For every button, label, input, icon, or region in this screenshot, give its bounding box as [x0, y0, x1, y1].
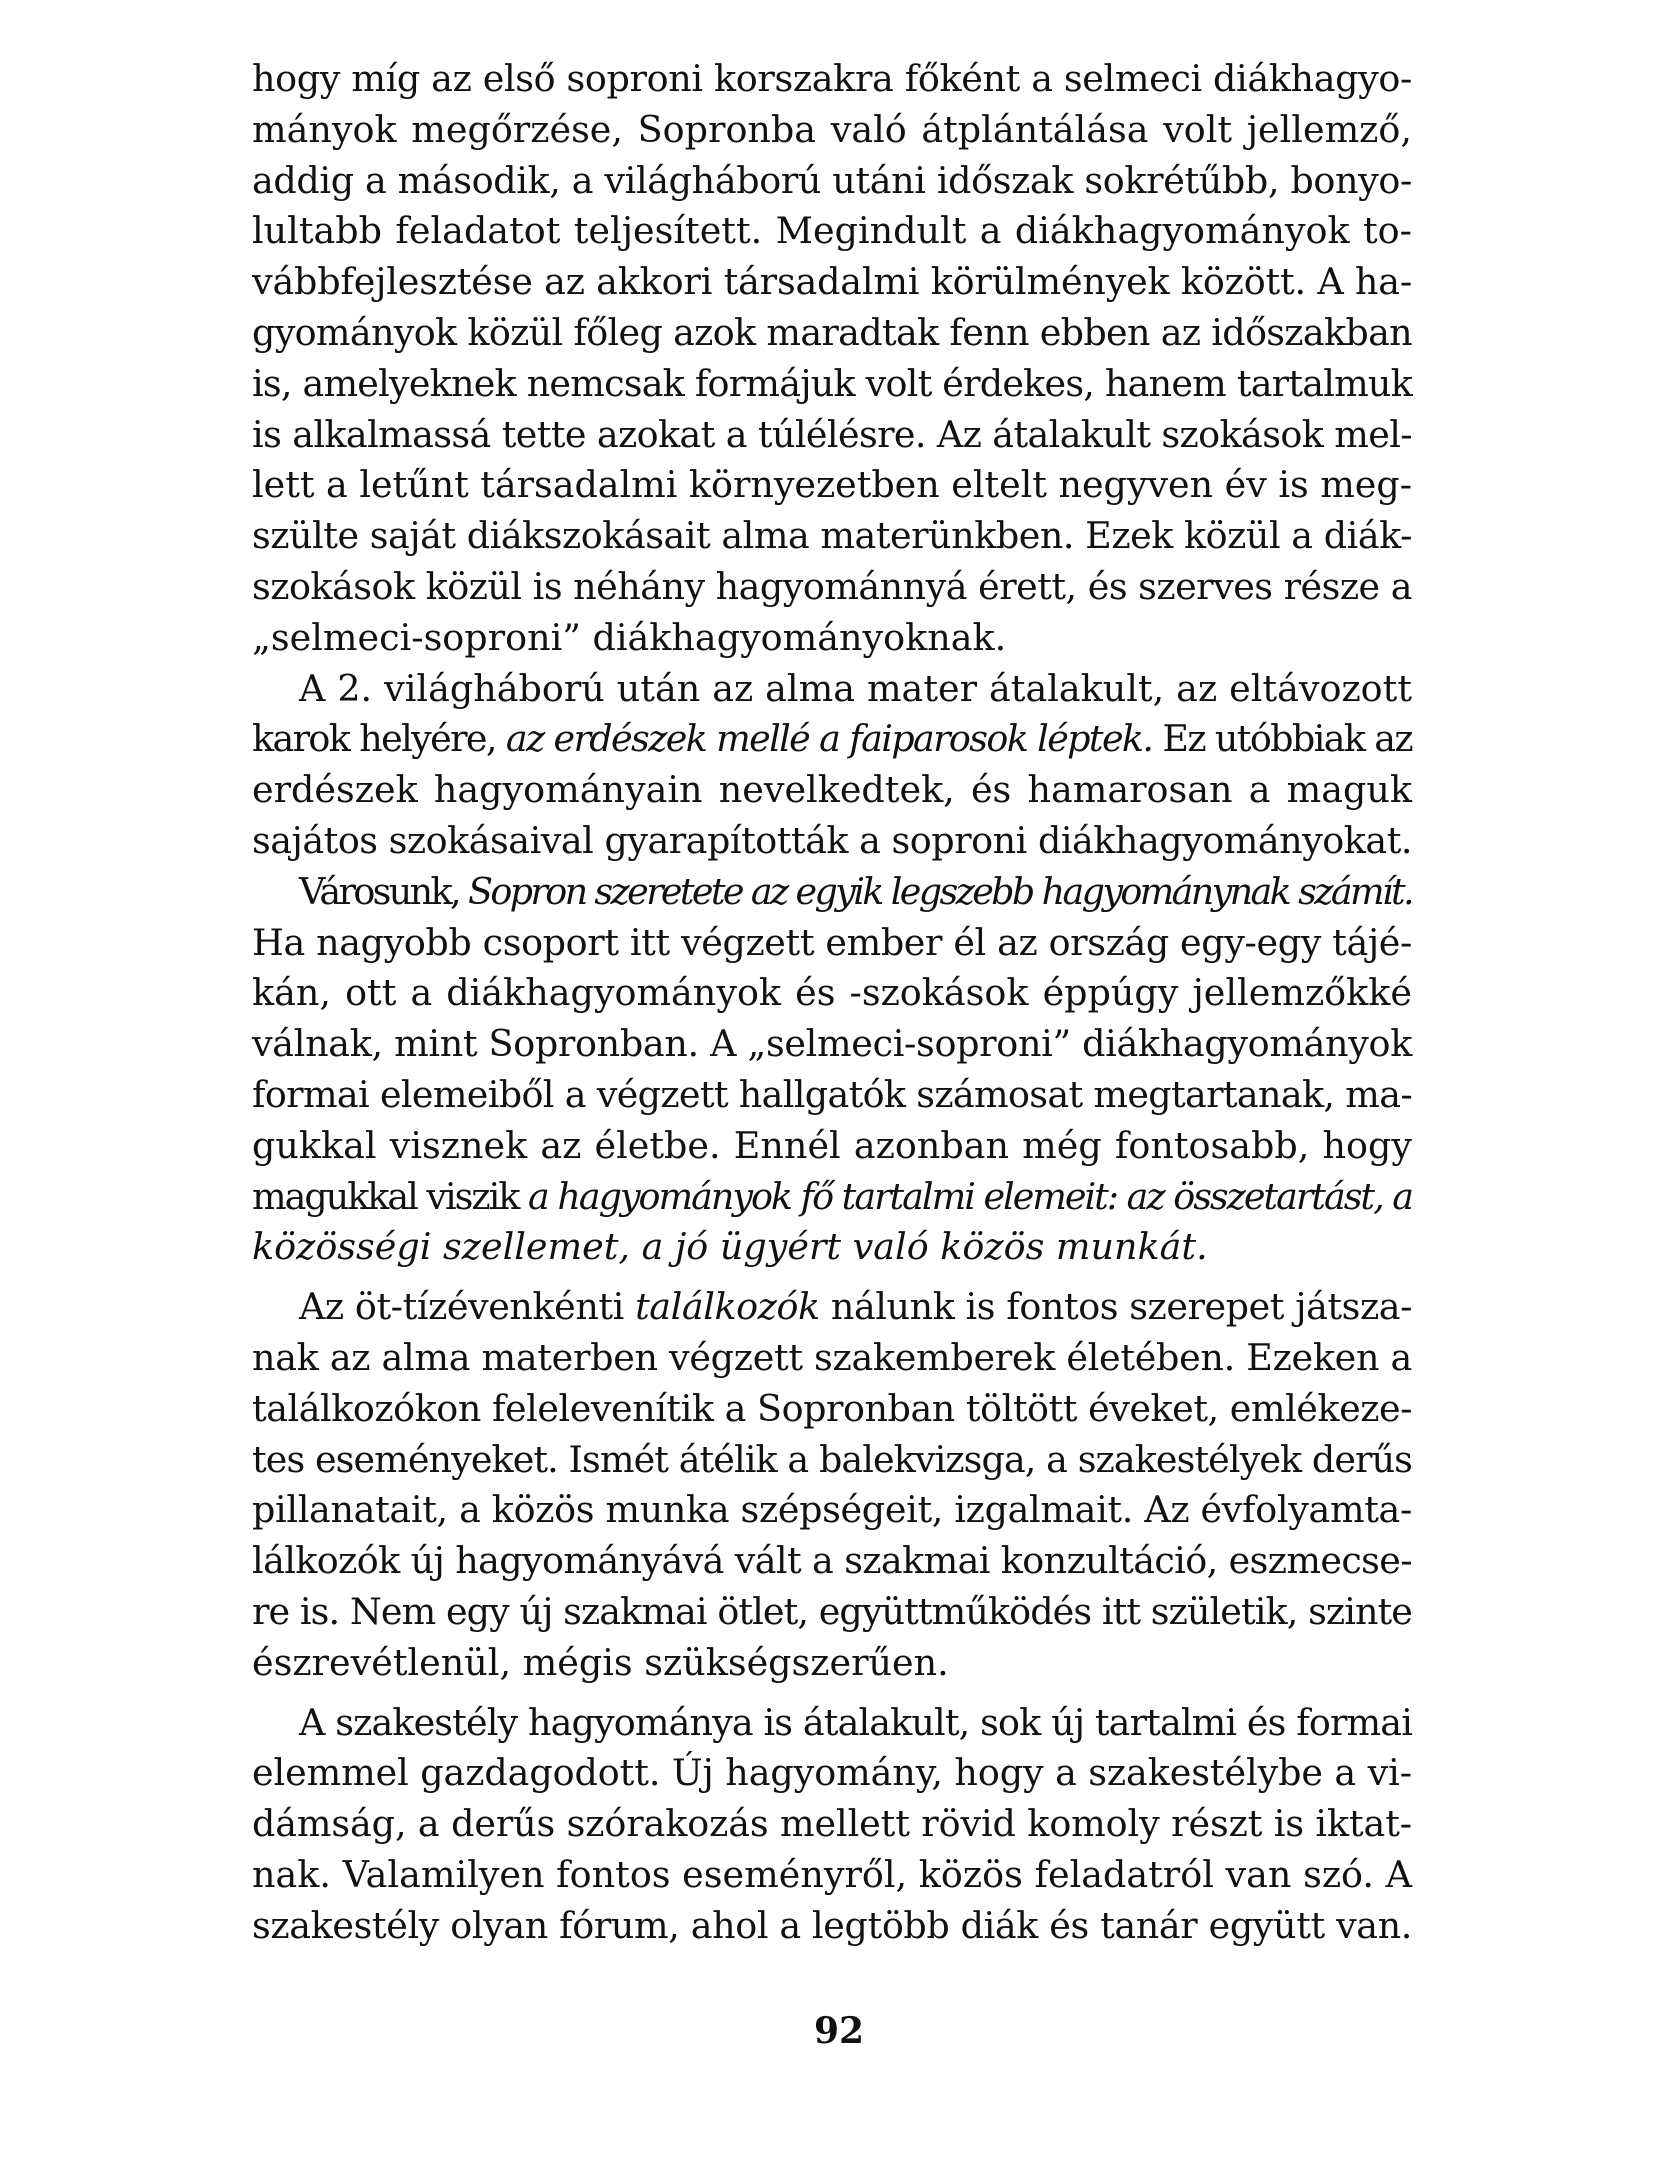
- text-line: mányok megőrzése, Sopronba való átplántálása volt jellemző,: [252, 107, 1412, 151]
- text-line: lett a letűnt társadalmi környezetben eltelt negyven év is meg-: [252, 463, 1412, 507]
- text-line: tes eseményeket. Ismét átélik a balekvizsga, a szakestélyek derűs: [252, 1437, 1413, 1481]
- text-line: kán, ott a diákhagyományok és -szokások éppúgy jellemzőkké: [252, 971, 1412, 1015]
- text-run: Városunk,: [299, 869, 468, 913]
- paragraph-2: [252, 664, 1412, 867]
- text-line: Ha nagyobb csoport itt végzett ember él az ország egy-egy tájé-: [252, 920, 1412, 964]
- text-line: szakestély olyan fórum, ahol a legtöbb diák és tanár együtt van.: [252, 1903, 1412, 1947]
- text-line: válnak, mint Sopronban. A „selmeci-soproni” diákhagyományok: [252, 1022, 1412, 1066]
- text-run: Ez utóbbiak az: [1152, 717, 1413, 761]
- text-run: karok helyére,: [252, 717, 506, 761]
- text-line: szokások közül is néhány hagyománnyá érett, és szerves része a: [252, 564, 1412, 608]
- paragraph-4: [252, 1282, 1412, 1688]
- text-line: „selmeci-soproni” diákhagyományoknak.: [252, 615, 1007, 659]
- italic-emphasis: az erdészek mellé a faiparosok léptek.: [505, 717, 1153, 761]
- italic-emphasis: Sopron szeretete az egyik legszebb hagyománynak számít.: [467, 869, 1412, 913]
- text-line: lultabb feladatot teljesített. Megindult a diákhagyományok to-: [252, 209, 1412, 253]
- text-line: elemmel gazdagodott. Új hagyomány, hogy a szakestélybe a vi-: [252, 1751, 1412, 1795]
- text-run: magukkal viszik: [252, 1174, 528, 1218]
- paragraph-3: [252, 867, 1412, 1273]
- text-line: dámság, a derűs szórakozás mellett rövid komoly részt is iktat-: [252, 1802, 1412, 1846]
- text-line: formai elemeiből a végzett hallgatók számosat megtartanak, ma-: [252, 1072, 1412, 1116]
- text-line: szülte saját diákszokásait alma materünkben. Ezek közül a diák-: [252, 514, 1412, 558]
- text-line: A 2. világháború után az alma mater átalakult, az eltávozott: [299, 666, 1412, 710]
- text-line: [252, 867, 1412, 918]
- text-line: gukkal visznek az életbe. Ennél azonban még fontosabb, hogy: [252, 1123, 1412, 1167]
- text-line: nak az alma materben végzett szakemberek életében. Ezeken a: [252, 1335, 1412, 1379]
- text-line: [252, 1172, 1412, 1223]
- text-line: erdészek hagyományain nevelkedtek, és hamarosan a maguk: [252, 768, 1412, 812]
- text-line: is, amelyeknek nemcsak formájuk volt érdekes, hanem tartalmuk: [252, 361, 1412, 405]
- text-line: észrevétlenül, mégis szükségszerűen.: [252, 1640, 949, 1684]
- text-run: nálunk is fontos szerepet játsza-: [819, 1285, 1412, 1329]
- paragraph-spacer: [252, 1689, 1412, 1698]
- italic-emphasis: a hagyományok fő tartalmi elemeit: az összetartást, a: [528, 1174, 1413, 1218]
- page-number: 92: [813, 2010, 865, 2052]
- text-line: A szakestély hagyománya is átalakult, sok új tartalmi és formai: [299, 1700, 1412, 1744]
- paragraph-spacer: [252, 1273, 1412, 1282]
- text-line: közösségi szellemet, a jó ügyért való közös munkát.: [252, 1225, 1208, 1269]
- text-run: Az öt-tízévenkénti: [299, 1285, 636, 1329]
- text-line: lálkozók új hagyományává vált a szakmai konzultáció, eszmecse-: [252, 1539, 1412, 1583]
- paragraph-5: [252, 1698, 1412, 1952]
- italic-emphasis: találkozók: [635, 1285, 820, 1329]
- text-line: gyományok közül főleg azok maradtak fenn ebben az időszakban: [252, 310, 1412, 354]
- text-line: hogy míg az első soproni korszakra főként a selmeci diákhagyo-: [252, 57, 1412, 100]
- text-line: nak. Valamilyen fontos eseményről, közös feladatról van szó. A: [252, 1852, 1412, 1896]
- text-line: [252, 1282, 1412, 1333]
- paragraph-1: [252, 54, 1412, 664]
- page-body: [252, 54, 1412, 1951]
- text-line: re is. Nem egy új szakmai ötlet, együttműködés itt születik, szinte: [252, 1589, 1412, 1633]
- text-line: pillanatait, a közös munka szépségeit, izgalmait. Az évfolyamta-: [252, 1488, 1412, 1532]
- text-line: addig a második, a világháború utáni időszak sokrétűbb, bonyo-: [252, 158, 1412, 202]
- text-line: [252, 714, 1412, 765]
- text-line: találkozókon felelevenítik a Sopronban töltött éveket, emlékeze-: [252, 1386, 1412, 1430]
- text-line: is alkalmassá tette azokat a túlélésre. Az átalakult szokások mel-: [252, 412, 1412, 456]
- text-line: vábbfejlesztése az akkori társadalmi körülmények között. A ha-: [252, 260, 1412, 304]
- text-line: sajátos szokásaival gyarapították a soproni diákhagyományokat.: [252, 818, 1412, 862]
